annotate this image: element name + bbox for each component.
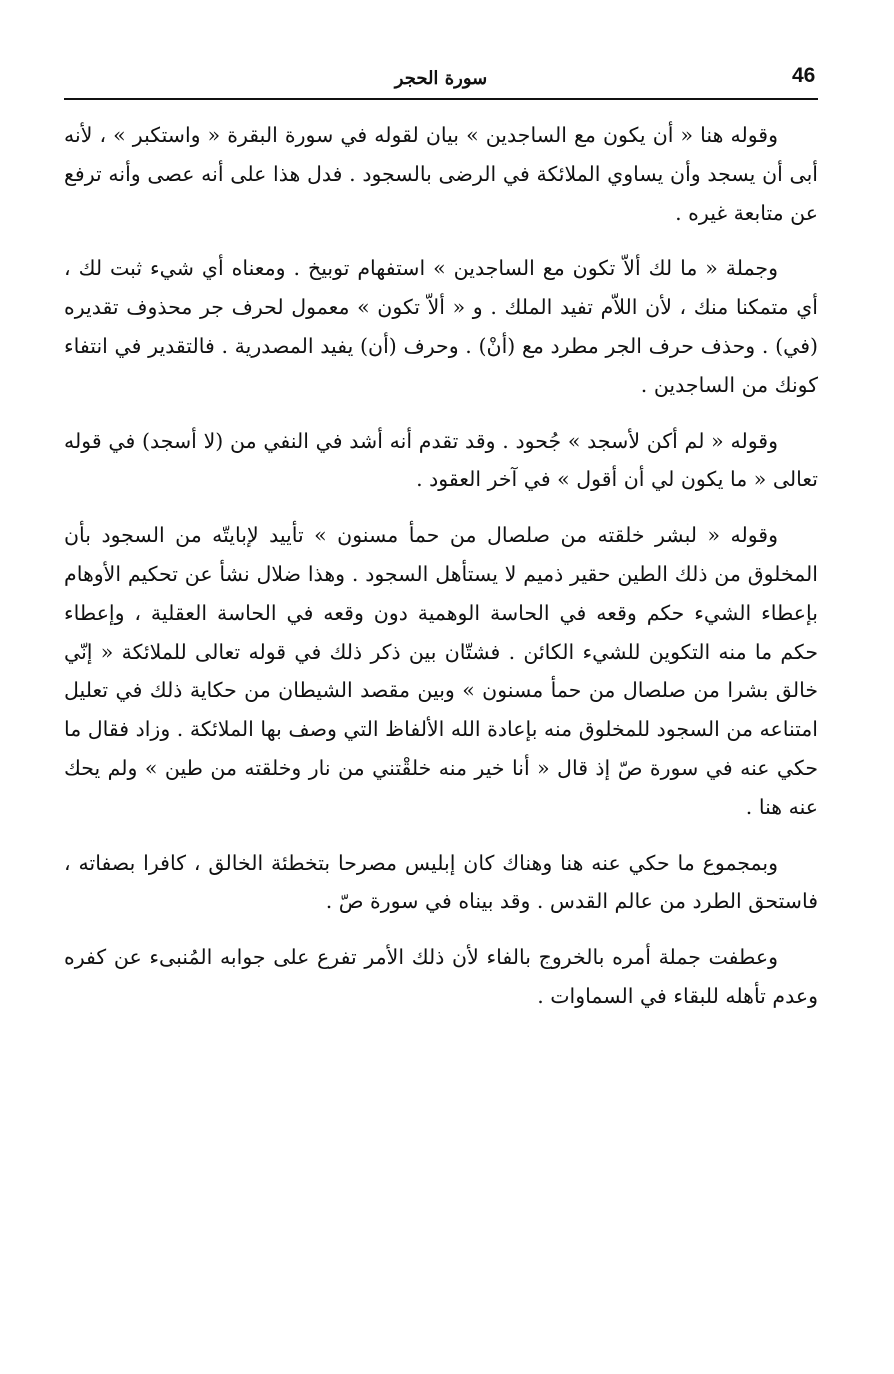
book-page: [64, 58, 818, 1348]
paragraph: وقوله « لم أكن لأسجد » جُحود . وقد تقدم أنه أشد في النفي من (لا أسجد) في قوله تعالى « ما يكون لي أن أقول » في آخر العقود .: [64, 428, 818, 492]
paragraph: وبمجموع ما حكي عنه هنا وهناك كان إبليس مصرحا بتخطئة الخالق ، كافرا بصفاته ، فاستحق الطرد من عالم القدس . وقد بيناه في سورة صّ .: [64, 850, 818, 914]
running-title: سورة الحجر: [394, 68, 488, 89]
paragraph: وعطفت جملة أمره بالخروج بالفاء لأن ذلك الأمر تفرع على جوابه المُنبىء عن كفره وعدم تأهله للبقاء في السماوات .: [64, 945, 818, 1008]
header-rule: [64, 98, 818, 100]
page-number: 46: [792, 64, 816, 87]
paragraph: وقوله هنا « أن يكون مع الساجدين » بيان لقوله في سورة البقرة « واستكبر » ، لأنه أبى أن يسجد وأن يساوي الملائكة في الرضى بالسجود . فدل هذا على أنه عصى وأنه ترفع عن متابعة غيره .: [64, 123, 818, 225]
paragraph: وقوله « لبشر خلقته من صلصال من حمأ مسنون » تأييد لإبايتّه من السجود بأن المخلوق من ذلك الطين حقير ذميم لا يستأهل السجود . وهذا ضلال نشأ عن تحكيم الأوهام بإعطاء الشيء حكم وقعه في الحاسة الوهمية دون وقعه في الحاسة العقلية ، وإعطاء حكم ما منه التكوين للشيء الكائن . فشتّان بين ذكر ذلك في قوله تعالى للملائكة « إنّي خالق بشرا من صلصال من حمأ مسنون » وبين مقصد الشيطان من حكاية ذلك في تعليل امتناعه من السجود للمخلوق منه بإعادة الله الألفاظ التي وصف بها الملائكة . وزاد فقال ما حكي عنه في سورة صّ إذ قال « أنا خير منه خلقْتني من نار وخلقته من طين » ولم يحك عنه هنا .: [64, 523, 818, 819]
body-text: [64, 116, 818, 1016]
paragraph: وجملة « ما لك ألاّ تكون مع الساجدين » استفهام توبيخ . ومعناه أي شيء ثبت لك ، أي متمكنا منك ، لأن اللاّم تفيد الملك . و « ألاّ تكون » معمول لحرف جر محذوف تقديره (في) . وحذف حرف الجر مطرد مع (أنْ) . وحرف (أن) يفيد المصدرية . فالتقدير في انتفاء كونك من الساجدين .: [64, 256, 818, 397]
page-header: [64, 58, 818, 98]
